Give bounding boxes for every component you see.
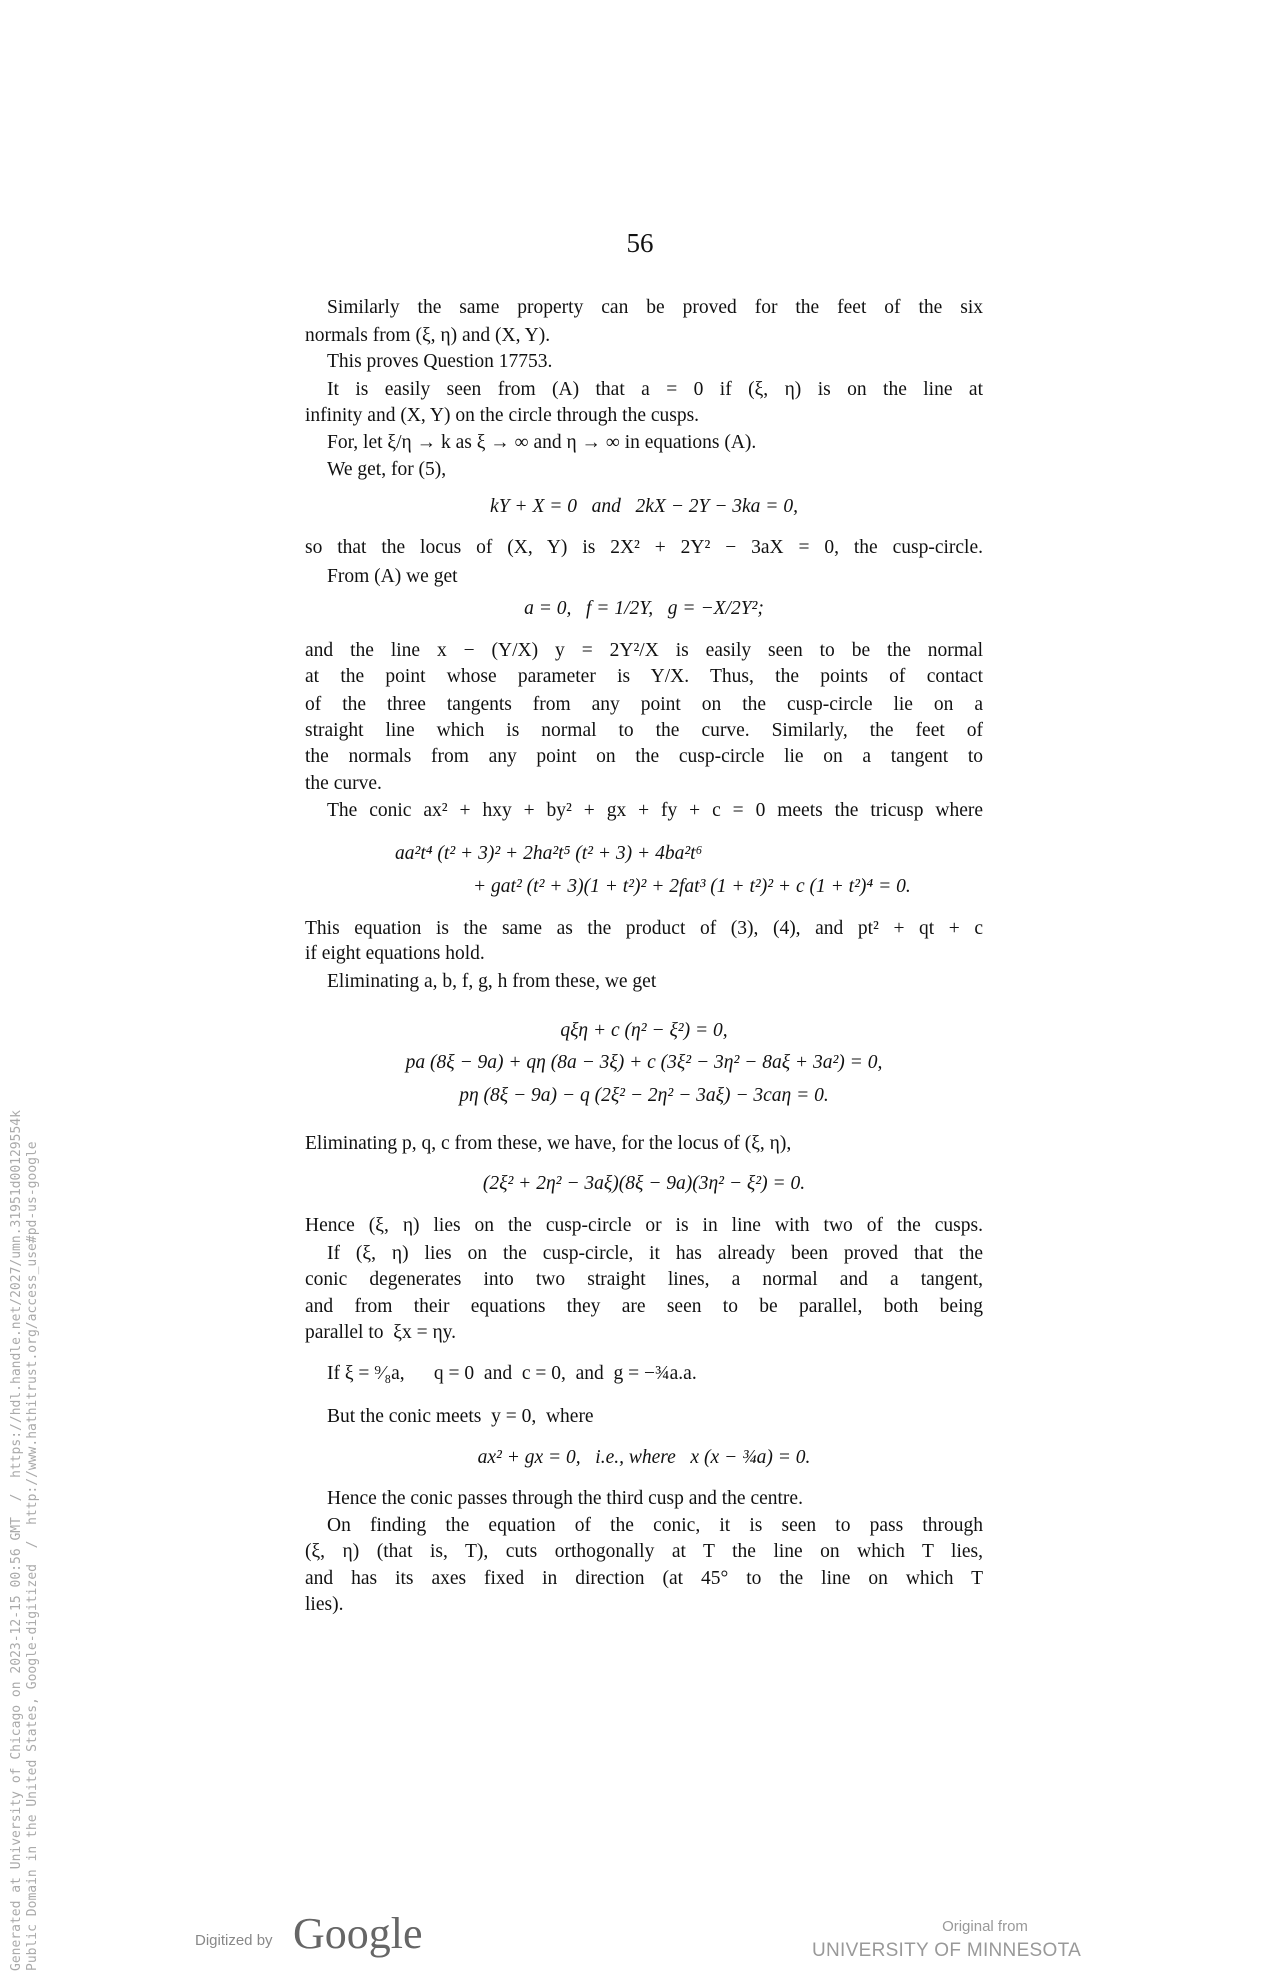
text-line: at the point whose parameter is Y/X. Thus, the points of contact [305,666,983,687]
access-watermark [9,941,41,1971]
text-line: If (ξ, η) lies on the cusp-circle, it has already been proved that the [327,1243,983,1264]
text-line: From (A) we get [327,566,458,587]
equation-line: ax² + gx = 0, i.e., where x (x − ¾a) = 0. [477,1447,811,1468]
text-line: It is easily seen from (A) that a = 0 if (ξ, η) is on the line at [327,379,983,400]
text-line: straight line which is normal to the curve. Similarly, the feet of [305,720,983,741]
text-line: On finding the equation of the conic, it is seen to pass through [327,1515,983,1536]
equation-line: pa (8ξ − 9a) + qη (8a − 3ξ) + c (3ξ² − 3η² − 8aξ + 3a²) = 0, [405,1052,883,1073]
text-line: If ξ = ⁹⁄₈a, q = 0 and c = 0, and g = −¾a.a. [327,1363,697,1384]
equation-line: + gat² (t² + 3)(1 + t²)² + 2fat³ (1 + t²)² + c (1 + t²)⁴ = 0. [473,876,911,897]
text-line: For, let ξ/η → k as ξ → ∞ and η → ∞ in equations (A). [327,432,757,453]
text-line: (ξ, η) (that is, T), cuts orthogonally at T the line on which T lies, [305,1541,983,1562]
text-line: We get, for (5), [327,459,447,480]
watermark-line: Generated at University of Chicago on 2023-12-15 00:56 GMT / https://hdl.handle.net/2027/umn.31951d00129554k [9,1110,24,1971]
text-line: parallel to ξx = ηy. [305,1322,457,1343]
text-line: and has its axes fixed in direction (at 45° to the line on which T [305,1568,983,1589]
equation-line: qξη + c (η² − ξ²) = 0, [560,1020,728,1041]
equation-line: a = 0, f = 1/2Y, g = −X/2Y²; [524,598,764,619]
page-number: 56 [626,228,654,258]
text-line: infinity and (X, Y) on the circle through the cusps. [305,405,700,426]
text-line: Similarly the same property can be proved for the feet of the six [327,297,983,318]
text-line: But the conic meets y = 0, where [327,1406,594,1427]
text-line: of the three tangents from any point on the cusp-circle lie on a [305,694,983,715]
text-line: and from their equations they are seen to be parallel, both being [305,1296,983,1317]
text-line: the curve. [305,773,382,794]
original-from-label: Original from [942,1918,1028,1935]
text-line: so that the locus of (X, Y) is 2X² + 2Y² − 3aX = 0, the cusp-circle. [305,537,983,558]
text-line: conic degenerates into two straight lines, a normal and a tangent, [305,1269,983,1290]
equation-line: kY + X = 0 and 2kX − 2Y − 3ka = 0, [490,496,798,517]
text-line: Eliminating a, b, f, g, h from these, we get [327,971,657,992]
text-line: if eight equations hold. [305,943,485,964]
equation-line: (2ξ² + 2η² − 3aξ)(8ξ − 9a)(3η² − ξ²) = 0. [482,1173,806,1194]
text-line: Eliminating p, q, c from these, we have, for the locus of (ξ, η), [305,1133,792,1154]
text-line: Hence the conic passes through the third cusp and the centre. [327,1488,803,1509]
text-line: and the line x − (Y/X) y = 2Y²/X is easily seen to be the normal [305,640,983,661]
equation-line: pη (8ξ − 9a) − q (2ξ² − 2η² − 3aξ) − 3caη = 0. [459,1085,829,1106]
google-logo: Google [293,1909,423,1958]
equation-line: aa²t⁴ (t² + 3)² + 2ha²t⁵ (t² + 3) + 4ba²t⁶ [395,843,703,864]
text-line: Hence (ξ, η) lies on the cusp-circle or is in line with two of the cusps. [305,1215,983,1236]
watermark-line: Public Domain in the United States, Google-digitized / http://www.hathitrust.org/access_use#pd-us-google [25,1141,40,1971]
text-line: This proves Question 17753. [327,351,553,372]
text-line: lies). [305,1594,344,1615]
university-label: UNIVERSITY OF MINNESOTA [812,1940,1082,1961]
text-line: The conic ax² + hxy + by² + gx + fy + c = 0 meets the tricusp where [327,800,983,821]
digitized-by-label: Digitized by [195,1932,273,1949]
text-line: This equation is the same as the product of (3), (4), and pt² + qt + c [305,918,983,939]
text-line: the normals from any point on the cusp-circle lie on a tangent to [305,746,983,767]
text-line: normals from (ξ, η) and (X, Y). [305,325,551,346]
